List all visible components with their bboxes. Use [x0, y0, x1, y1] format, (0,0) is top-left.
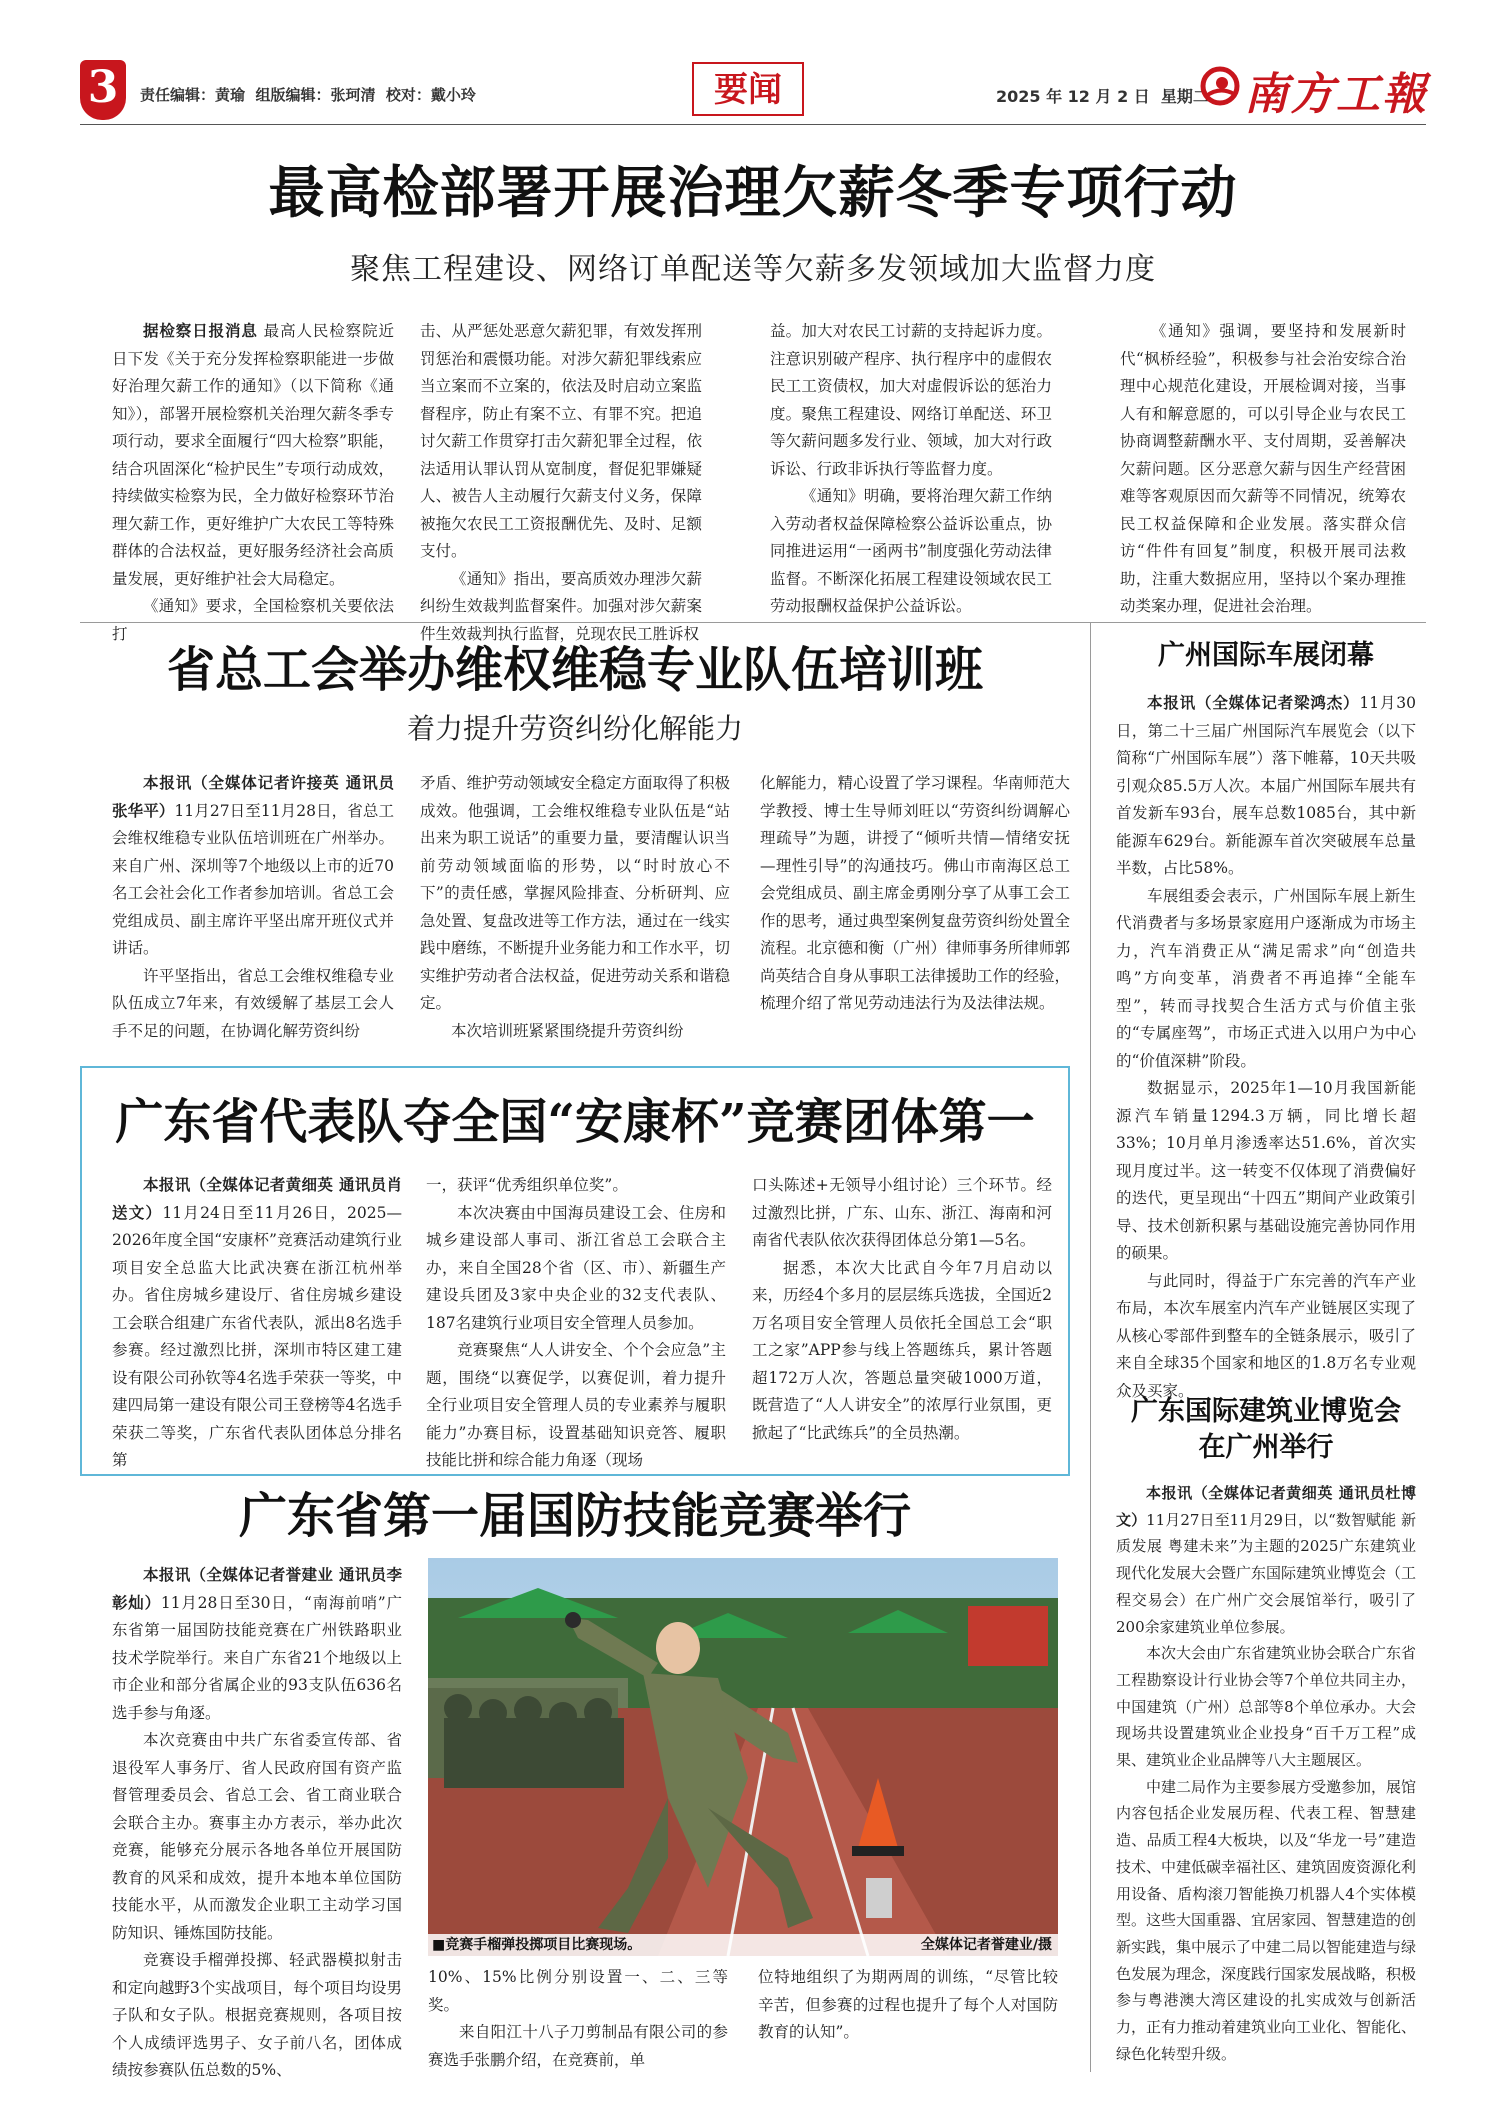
sidebar1-title: 广州国际车展闭幕 — [1158, 640, 1374, 671]
article2-byline: 本报讯（全媒体记者许接英 通讯员张华平） — [112, 774, 394, 820]
article4-para: 位特地组织了为期两周的训练，“尽管比较辛苦，但参赛的过程也提升了每个人对国防教育的认知”。 — [758, 1968, 1058, 2041]
page-header — [0, 0, 1500, 130]
sidebar1-para: 与此同时，得益于广东完善的汽车产业布局，本次车展室内汽车产业链展区实现了从核心零部件到整车的全链条展示，吸引了来自全球35个国家和地区的1.8万名专业观众及买家。 — [1116, 1271, 1416, 1400]
article3-byline: 本报讯（全媒体记者黄细英 通讯员肖送文） — [112, 1176, 402, 1222]
article2-col3 — [760, 770, 1070, 1018]
article3-col3 — [752, 1172, 1052, 1447]
sidebar2-title-line1: 广东国际建筑业博览会 — [1131, 1396, 1401, 1427]
article1-col4 — [1120, 318, 1406, 621]
article4-title: 广东省第一届国防技能竞赛举行 — [238, 1488, 911, 1544]
article3-col1 — [112, 1172, 402, 1475]
sidebar-divider — [1090, 622, 1091, 2072]
issue-date: 2025 年 12 月 2 日 星期二 — [996, 87, 1209, 106]
article4-para: 本次竞赛由中共广东省委宣传部、省退役军人事务厅、省人民政府国有资产监督管理委员会、省总工会、省工商业联合会联合主办。赛事主办方表示，举办此次竞赛，能够充分展示各地各单位开展国防教育的风采和成效，提升本地本单位国防技能水平，从而激发企业职工主动学习国防知识、锤炼国防技能。 — [112, 1731, 402, 1942]
article3-para: 口头陈述+无领导小组讨论）三个环节。经过激烈比拼，广东、山东、浙江、海南和河南省代表队依次获得团体总分第1—5名。 — [752, 1176, 1052, 1249]
article2-para: 许平坚指出，省总工会维权维稳专业队伍成立7年来，有效缓解了基层工会人手不足的问题，在协调化解劳资纠纷 — [112, 966, 394, 1040]
article4-para: 竞赛设手榴弹投掷、轻武器模拟射击和定向越野3个实战项目，每个项目均设男子队和女子队。根据竞赛规则，各项目按个人成绩评选男子、女子前八名，团体成绩按参赛队伍总数的5%、 — [112, 1951, 402, 2079]
sidebar1-para: 数据显示，2025年1—10月我国新能源汽车销量1294.3万辆，同比增长超33%；10月单月渗透率达51.6%，首次实现月度过半。这一转变不仅体现了消费偏好的迭代，更呈现出“十四五”期间产业政策引导、技术创新积累与基础设施完善协同作用的硕果。 — [1116, 1079, 1416, 1262]
article3-para: 11月24日至11月26日，2025—2026年度全国“安康杯”竞赛活动建筑行业项目安全总监大比武决赛在浙江杭州举办。省住房城乡建设厅、省住房城乡建设工会联合组建广东省代表队，派出8名选手参赛。经过激烈比拼，深圳市特区建工建设有限公司孙钦等4名选手荣获一等奖，中建四局第一建设有限公司王登榜等4名选手荣获二等奖，广东省代表队团体总分排名第 — [112, 1203, 402, 1469]
article4-para: 来自阳江十八子刀剪制品有限公司的参赛选手张鹏介绍，在竞赛前，单 — [428, 2023, 728, 2069]
article1-para: 《通知》指出，要高质效办理涉欠薪纠纷生效裁判监督案件。加强对涉欠薪案件生效裁判执行监督，兑现农民工胜诉权 — [420, 569, 702, 643]
article3-col2 — [426, 1172, 726, 1475]
article3-para: 据悉，本次大比武自今年7月启动以来，历经4个多月的层层练兵选拔，全国近2万名项目安全管理人员依托全国总工会“职工之家”APP参与线上答题练兵，累计答题超172万人次，答题总量突破1000万道，既营造了“人人讲安全”的浓厚行业氛围，更掀起了“比武练兵”的全员热潮。 — [752, 1258, 1052, 1442]
article4-col2 — [428, 1964, 728, 2074]
article1-para: 《通知》明确，要将治理欠薪工作纳入劳动者权益保障检察公益诉讼重点，协同推进运用“一函两书”制度强化劳动法律监督。不断深化拓展工程建设领域农民工劳动报酬权益保护公益诉讼。 — [770, 487, 1052, 615]
masthead-title: 南方工報 — [1244, 69, 1428, 120]
article4-byline: 本报讯（全媒体记者誉建业 通讯员李彰灿） — [112, 1566, 402, 1612]
sidebar2-title-line2: 在广州举行 — [1198, 1432, 1334, 1463]
article2-para: 矛盾、维护劳动领域安全稳定方面取得了积极成效。他强调，工会维权维稳专业队伍是“站出来为职工说话”的重要力量，要清醒认识当前劳动领域面临的形势，以“时时放心不下”的责任感，掌握风险排查、分析研判、应急处置、复盘改进等工作方法，通过在一线实践中磨练，不断提升业务能力和工作水平，切实维护劳动者合法权益，促进劳动关系和谐稳定。 — [420, 774, 731, 1012]
sidebar2-title — [1106, 1394, 1426, 1466]
article1-para: 《通知》强调，要坚持和发展新时代“枫桥经验”，积极参与社会治安综合治理中心规范化建设，开展检调对接，当事人有和解意愿的，可以引导企业与农民工协商调整薪酬水平、支付周期，妥善解决欠薪问题。区分恶意欠薪与因生产经营困难等客观原因而欠薪等不同情况，统筹农民工权益保障和企业发展。落实群众信访“件件有回复”制度，积极开展司法救助，注重大数据应用，坚持以个案办理推动类案办理，促进社会治理。 — [1120, 322, 1406, 615]
sidebar1-para: 11月30日，第二十三届广州国际汽车展览会（以下简称“广州国际车展”）落下帷幕，10天共吸引观众85.5万人次。本届广州国际车展共有首发新车93台，展车总数1085台，其中新能源车629台。新能源车首次突破展车总量半数，占比58%。 — [1116, 694, 1416, 877]
header-rule — [80, 124, 1426, 125]
sidebar2-para: 中建二局作为主要参展方受邀参加，展馆内容包括企业发展历程、代表工程、智慧建造、品质工程4大板块，以及“华龙一号”建造技术、中建低碳幸福社区、建筑固废资源化利用设备、盾构滚刀智能换刀机器人4个实体模型。这些大国重器、宜居家园、智慧建造的创新实践，集中展示了中建二局以智能建造与绿色发展为理念，深度践行国家发展战略，积极参与粤港澳大湾区建设的扎实成效与创新活力，正有力推动着建筑业向工业化、智能化、绿色化转型升级。 — [1116, 1777, 1417, 2063]
sidebar2-para: 11月27日至11月29日，以“数智赋能 新质发展 粤建未来”为主题的2025广东建筑业现代化发展大会暨广东国际建筑业博览会（工程交易会）在广州广交会展馆举行，吸引了200余家建筑业单位参展。 — [1116, 1510, 1417, 1636]
article2-subtitle: 着力提升劳资纠纷化解能力 — [406, 712, 743, 745]
article1-col3 — [770, 318, 1052, 621]
article3-para: 本次决赛由中国海员建设工会、住房和城乡建设部人事司、浙江省总工会联合主办，来自全国28个省（区、市）、新疆生产建设兵团及3家中央企业的32支代表队、187名建筑行业项目安全管理人员参加。 — [426, 1203, 726, 1332]
article1-title: 最高检部署开展治理欠薪冬季专项行动 — [268, 160, 1238, 226]
article4-col3 — [758, 1964, 1058, 2047]
masthead-logo-icon — [1200, 66, 1240, 106]
article4-para: 10%、15%比例分别设置一、二、三等奖。 — [428, 1968, 728, 2014]
article1-para: 击、从严惩处恶意欠薪犯罪，有效发挥刑罚惩治和震慑功能。对涉欠薪犯罪线索应当立案而不立案的，依法及时启动立案监督程序，防止有案不立、有罪不究。把追讨欠薪工作贯穿打击欠薪犯罪全过程，依法适用认罪认罚从宽制度，督促犯罪嫌疑人、被告人主动履行欠薪支付义务，保障被拖欠农民工工资报酬优先、及时、足额支付。 — [420, 322, 702, 560]
article1-para: 最高人民检察院近日下发《关于充分发挥检察职能进一步做好治理欠薪工作的通知》（以下简称《通知》），部署开展检察机关治理欠薪冬季专项行动，要求全面履行“四大检察”职能，结合巩固深化“检护民生”专项行动成效，持续做实检察为民，全力做好检察环节治理欠薪工作，更好维护广大农民工等特殊群体的合法权益，更好服务经济社会高质量发展，更好维护社会大局稳定。 — [112, 322, 394, 588]
article3-para: 一，获评“优秀组织单位奖”。 — [426, 1176, 628, 1194]
sidebar2-para: 本次大会由广东省建筑业协会联合广东省工程勘察设计行业协会等7个单位共同主办，中国建筑（广州）总部等8个单位承办。大会现场共设置建筑业企业投身“百千万工程”成果、建筑业企业品牌等八大主题展区。 — [1116, 1644, 1417, 1770]
photo-caption: ■竞赛手榴弹投掷项目比赛现场。 — [432, 1937, 642, 1953]
article1-col2 — [420, 318, 702, 648]
article1-para: 益。加大对农民工讨薪的支持起诉力度。注意识别破产程序、执行程序中的虚假农民工工资债权，加大对虚假诉讼的惩治力度。聚焦工程建设、网络订单配送、环卫等欠薪问题多发行业、领域，加大对行政诉讼、行政非诉执行等监督力度。 — [770, 322, 1052, 478]
sidebar1-body — [1116, 690, 1416, 1405]
article2-para: 本次培训班紧紧围绕提升劳资纠纷 — [451, 1021, 684, 1040]
sidebar2-body — [1116, 1480, 1416, 2067]
section-label: 要闻 — [714, 70, 782, 110]
article2-para: 11月27日至11月28日，省总工会维权维稳专业队伍培训班在广州举办。来自广州、深圳等7个地级以上市的近70名工会社会化工作者参加培训。省总工会党组成员、副主席许平坚出席开班仪式并讲话。 — [112, 801, 394, 957]
event-photo — [428, 1558, 1058, 1956]
article1-subtitle: 聚焦工程建设、网络订单配送等欠薪多发领域加大监督力度 — [350, 252, 1156, 287]
editors-line: 责任编辑：黄瑜 组版编辑：张珂清 校对：戴小玲 — [140, 86, 476, 104]
article3-para: 竞赛聚焦“人人讲安全、个个会应急”主题，围绕“以赛促学，以赛促训，着力提升全行业项目安全管理人员的专业素养与履职能力”办赛目标，设置基础知识竞答、履职技能比拼和综合能力角逐（现场 — [426, 1341, 726, 1469]
page-number: 3 — [87, 62, 119, 113]
sidebar2-byline: 本报讯（全媒体记者黄细英 通讯员杜博文） — [1116, 1484, 1416, 1529]
article4-col1 — [112, 1562, 402, 2085]
article2-para: 化解能力，精心设置了学习课程。华南师范大学教授、博士生导师刘旺以“劳资纠纷调解心理疏导”为题，讲授了“倾听共情—情绪安抚—理性引导”的沟通技巧。佛山市南海区总工会党组成员、副主席金勇刚分享了从事工会工作的思考，通过典型案例复盘劳资纠纷处置全流程。北京德和衡（广州）律师事务所律师郭尚英结合自身从事职工法律援助工作的经验，梳理介绍了常见劳动违法行为及法律法规。 — [760, 774, 1071, 1012]
article2-title: 省总工会举办维权维稳专业队伍培训班 — [166, 642, 983, 698]
sidebar1-para: 车展组委会表示，广州国际车展上新生代消费者与多场景家庭用户逐渐成为市场主力，汽车消费正从“满足需求”向“创造共鸣”方向变革，消费者不再追捧“全能车型”，转而寻找契合生活方式与价值主张的“专属座驾”，市场正式进入以用户为中心的“价值深耕”阶段。 — [1116, 886, 1416, 1070]
article1-col1 — [112, 318, 394, 648]
sidebar1-byline: 本报讯（全媒体记者梁鸿杰） — [1147, 694, 1360, 712]
article2-col1 — [112, 770, 394, 1045]
photo-credit: 全媒体记者誉建业/摄 — [920, 1937, 1052, 1953]
article4-para: 11月28日至30日，“南海前哨”广东省第一届国防技能竞赛在广州铁路职业技术学院举行。来自广东省21个地级以上市企业和部分省属企业的93支队伍636名选手参与角逐。 — [112, 1593, 402, 1722]
article1-byline: 据检察日报消息 — [143, 322, 258, 340]
article3-title: 广东省代表队夺全国“安康杯”竞赛团体第一 — [115, 1094, 1035, 1150]
article2-col2 — [420, 770, 730, 1045]
article1-bottom-rule — [80, 622, 1426, 623]
article1-para: 《通知》要求，全国检察机关要依法打 — [112, 597, 394, 643]
